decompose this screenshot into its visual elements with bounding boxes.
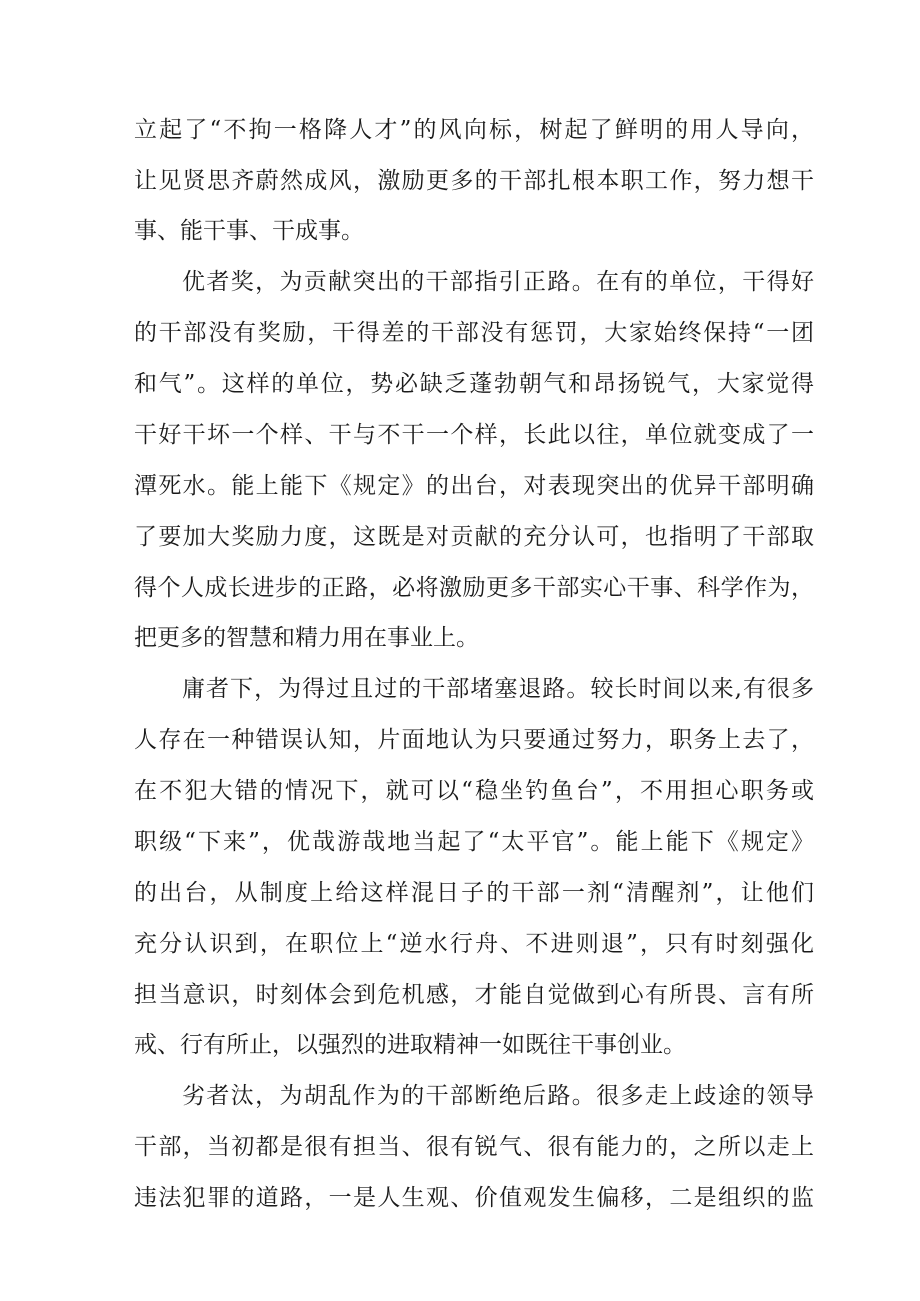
text-line: 立起了“不拘一格降人才”的风向标，树起了鲜明的用人导向， [134,117,814,143]
text-line: 干部，当初都是很有担当、很有锐气、很有能力的，之所以走上 [134,1134,814,1160]
text-line: 违法犯罪的道路，一是人生观、价值观发生偏移，二是组织的监 [134,1185,814,1211]
paragraph-lead-line: 庸者下，为得过且过的干部堵塞退路。较长时间以来,有很多 [182,676,814,702]
text-line: 担当意识，时刻体会到危机感，才能自觉做到心有所畏、言有所 [134,982,814,1008]
text-line: 在不犯大错的情况下，就可以“稳坐钓鱼台”，不用担心职务或 [134,778,814,804]
text-line: 了要加大奖励力度，这既是对贡献的充分认可，也指明了干部取 [134,524,814,550]
text-line: 和气”。这样的单位，势必缺乏蓬勃朝气和昂扬锐气，大家觉得 [134,371,814,397]
text-line: 让见贤思齐蔚然成风，激励更多的干部扎根本职工作，努力想干 [134,168,814,194]
text-line: 职级“下来”，优哉游哉地当起了“太平官”。能上能下《规定》 [134,829,814,855]
text-line: 干好干坏一个样、干与不干一个样，长此以往，单位就变成了一 [134,422,814,448]
text-line: 潭死水。能上能下《规定》的出台，对表现突出的优异干部明确 [134,473,814,499]
text-line: 把更多的智慧和精力用在事业上。 [134,625,479,651]
text-line: 的出台，从制度上给这样混日子的干部一剂“清醒剂”，让他们 [134,880,814,906]
text-line: 人存在一种错误认知，片面地认为只要通过努力，职务上去了， [134,727,814,753]
paragraph-lead-line: 劣者汰，为胡乱作为的干部断绝后路。很多走上歧途的领导 [182,1083,814,1109]
text-line: 戒、行有所止，以强烈的进取精神一如既往干事创业。 [134,1032,686,1058]
text-line: 事、能干事、干成事。 [134,218,364,244]
paragraph-lead-line: 优者奖，为贡献突出的干部指引正路。在有的单位，干得好 [182,269,814,295]
text-line: 得个人成长进步的正路，必将激励更多干部实心干事、科学作为， [134,575,814,601]
text-line: 充分认识到，在职位上“逆水行舟、不进则退”，只有时刻强化 [134,931,814,957]
text-line: 的干部没有奖励，干得差的干部没有惩罚，大家始终保持“一团 [134,320,814,346]
